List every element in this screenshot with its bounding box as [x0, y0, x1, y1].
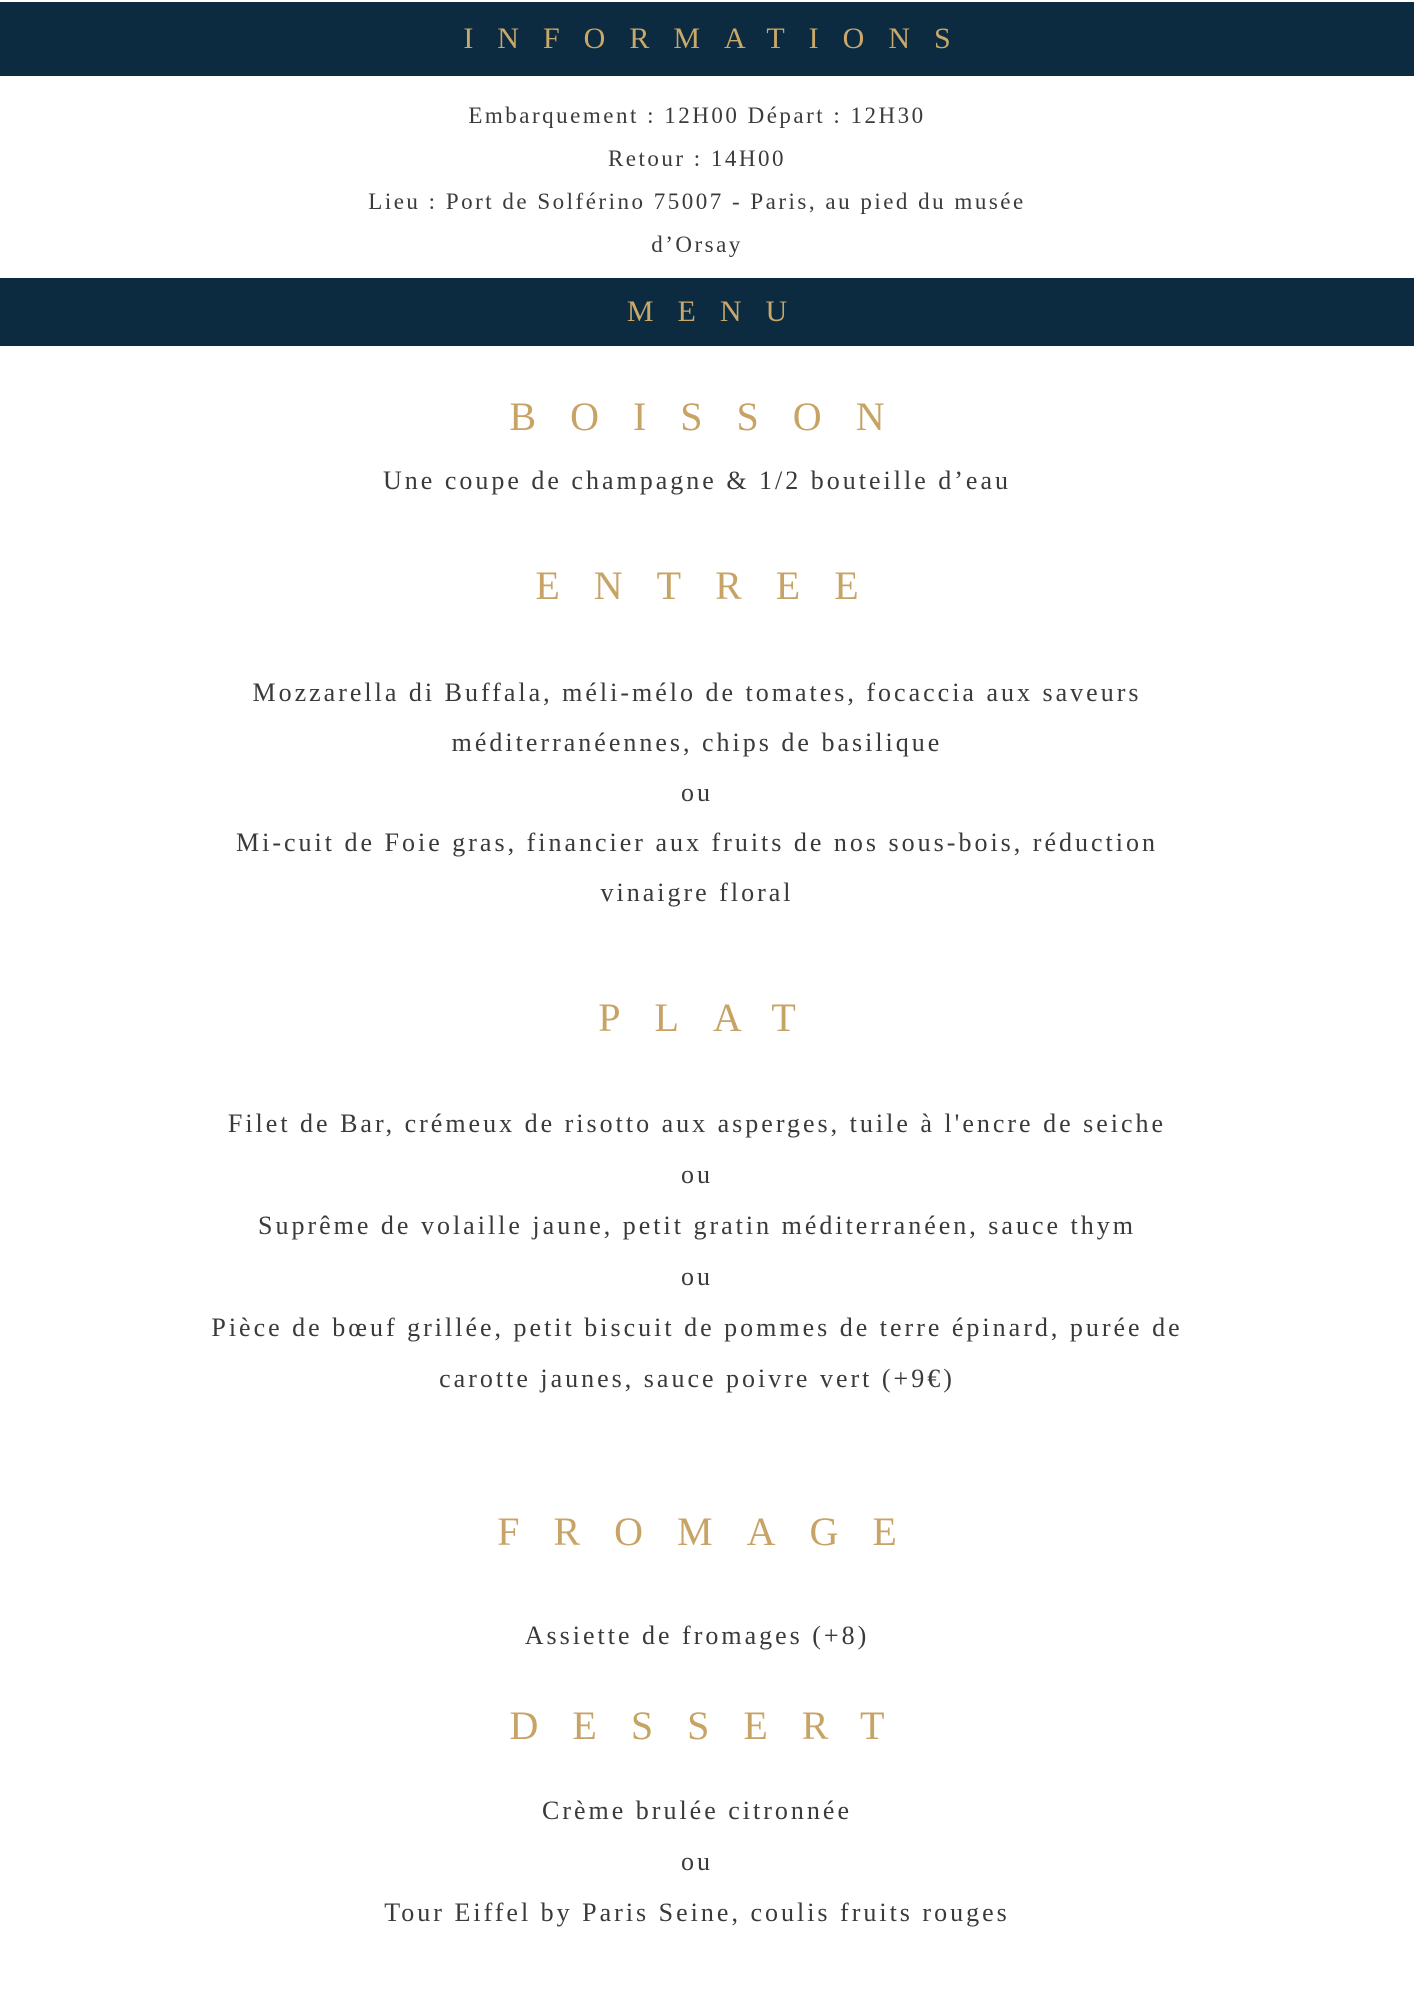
fromage-items: [0, 1616, 1394, 1656]
plat-items: [0, 1098, 1394, 1404]
informations-header: [0, 2, 1414, 76]
fromage-item: Assiette de fromages (+8): [524, 1621, 870, 1650]
entree-option-1: Mozzarella di Buffala, méli-mélo de tomates, focaccia aux saveurs: [252, 678, 1142, 707]
location-line: Lieu : Port de Solférino 75007 - Paris, au pied du musée: [368, 189, 1026, 214]
plat-heading: PLAT: [598, 995, 830, 1040]
dessert-heading: DESSERT: [509, 1703, 919, 1748]
return-time: Retour : 14H00: [607, 146, 787, 171]
dessert-separator: ou: [681, 1847, 713, 1876]
boisson-item: Une coupe de champagne & 1/2 bouteille d’eau: [383, 466, 1011, 495]
entree-heading: ENTREE: [535, 563, 893, 608]
plat-option-3: Pièce de bœuf grillée, petit biscuit de pommes de terre épinard, purée de: [211, 1313, 1183, 1342]
location-line-continued: d’Orsay: [651, 232, 743, 257]
boisson-items: [0, 461, 1394, 501]
plat-separator-1: ou: [681, 1160, 713, 1189]
menu-title: MENU: [626, 295, 812, 328]
entree-separator: ou: [681, 778, 713, 807]
boisson-heading: BOISSON: [509, 394, 919, 439]
entree-option-2: Mi-cuit de Foie gras, financier aux fruits de nos sous-bois, réduction: [236, 828, 1158, 857]
entree-option-2-continued: vinaigre floral: [600, 878, 794, 907]
entree-items: [0, 668, 1394, 918]
fromage-heading: FROMAGE: [497, 1509, 931, 1554]
informations-title: INFORMATIONS: [463, 22, 975, 55]
plat-option-2: Suprême de volaille jaune, petit gratin méditerranéen, sauce thym: [258, 1211, 1136, 1240]
entree-option-1-continued: méditerranéennes, chips de basilique: [451, 728, 943, 757]
dessert-option-2: Tour Eiffel by Paris Seine, coulis fruits rouges: [384, 1898, 1010, 1927]
boarding-time: Embarquement : 12H00 Départ : 12H30: [468, 103, 926, 128]
plat-separator-2: ou: [681, 1262, 713, 1291]
dessert-option-1: Crème brulée citronnée: [542, 1796, 852, 1825]
menu-header: [0, 278, 1414, 346]
plat-option-1: Filet de Bar, crémeux de risotto aux asperges, tuile à l'encre de seiche: [227, 1109, 1167, 1138]
plat-option-3-continued: carotte jaunes, sauce poivre vert (+9€): [439, 1364, 955, 1393]
dessert-items: [0, 1785, 1394, 1938]
informations-details: [0, 94, 1394, 266]
